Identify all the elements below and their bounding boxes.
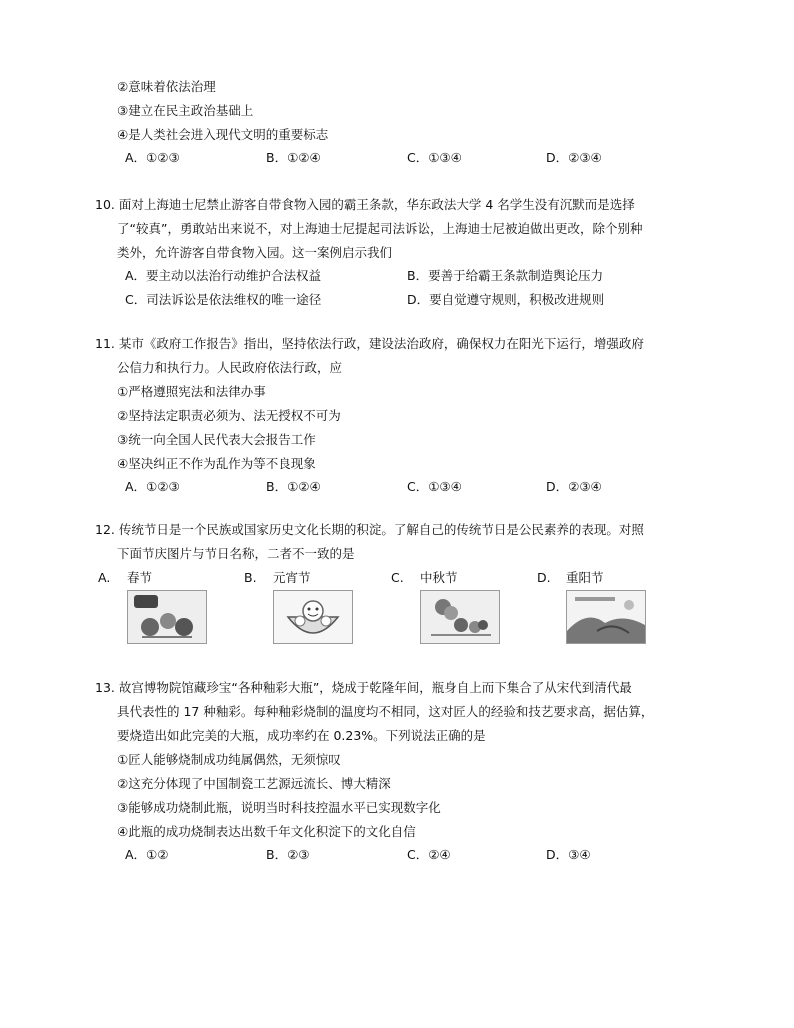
q13-option-a: A．①② [125, 847, 169, 862]
q12-option-b-letter: B. [244, 570, 257, 585]
q12-option-a-letter: A. [98, 570, 111, 585]
q13-stem-line-3: 要烧造出如此完美的大瓶，成功率约在 0.23%。下列说法正确的是 [117, 728, 486, 743]
q11-option-d: D．②③④ [546, 479, 602, 494]
q13-option-c: C．②④ [407, 847, 451, 862]
q11-option-c: C．①③④ [407, 479, 462, 494]
q9-option-d: D．②③④ [546, 150, 602, 165]
q11-stem-line-2: 公信力和执行力。人民政府依法行政，应 [117, 360, 343, 375]
q10-option-b: B．要善于给霸王条款制造舆论压力 [407, 268, 604, 283]
q13-stem-line-1: 13. 故宫博物院馆藏珍宝“各种釉彩大瓶”，烧成于乾隆年间，瓶身自上而下集合了从宋代到清代最 [95, 680, 632, 695]
q9-option-c: C．①③④ [407, 150, 462, 165]
q9-option-a: A．①②③ [125, 150, 180, 165]
q12-stem-line-2: 下面节庆图片与节日名称，二者不一致的是 [117, 546, 355, 561]
q11-item-3: ③统一向全国人民代表大会报告工作 [117, 432, 316, 447]
q13-stem-line-2: 具代表性的 17 种釉彩。每种釉彩烧制的温度均不相同，这对匠人的经验和技艺要求高，据估算， [117, 704, 654, 719]
spring-festival-image [127, 590, 207, 644]
q12-stem-line-1: 12. 传统节日是一个民族或国家历史文化长期的积淀。了解自己的传统节日是公民素养的表现。对照 [95, 522, 644, 537]
double-ninth-festival-image [566, 590, 646, 644]
q11-option-a: A．①②③ [125, 479, 180, 494]
q10-option-a: A．要主动以法治行动维护合法权益 [125, 268, 322, 283]
q11-item-2: ②坚持法定职责必须为、法无授权不可为 [117, 408, 341, 423]
q12-option-b-name: 元宵节 [273, 570, 311, 585]
q11-item-1: ①严格遵照宪法和法律办事 [117, 384, 266, 399]
q13-item-1: ①匠人能够烧制成功纯属偶然，无须惊叹 [117, 752, 341, 767]
q10-stem-line-3: 类外，允许游客自带食物入园。这一案例启示我们 [117, 245, 393, 260]
q11-option-b: B．①②④ [266, 479, 321, 494]
mid-autumn-festival-image [420, 590, 500, 644]
q13-item-4: ④此瓶的成功烧制表达出数千年文化积淀下的文化自信 [117, 824, 416, 839]
q12-option-c-letter: C. [391, 570, 404, 585]
lantern-festival-image [273, 590, 353, 644]
q12-option-c-name: 中秋节 [420, 570, 458, 585]
q12-option-d-letter: D. [537, 570, 551, 585]
q10-stem-line-1: 10. 面对上海迪士尼禁止游客自带食物入园的霸王条款，华东政法大学 4 名学生没有沉默而是选择 [95, 197, 635, 212]
q13-item-2: ②这充分体现了中国制瓷工艺源远流长、博大精深 [117, 776, 391, 791]
q11-item-4: ④坚决纠正不作为乱作为等不良现象 [117, 456, 316, 471]
q9-item-2: ②意味着依法治理 [117, 79, 216, 94]
q12-option-a-name: 春节 [127, 570, 153, 585]
q10-option-d: D．要自觉遵守规则，积极改进规则 [407, 292, 605, 307]
q9-item-3: ③建立在民主政治基础上 [117, 103, 254, 118]
q12-option-d-name: 重阳节 [566, 570, 604, 585]
q13-option-d: D．③④ [546, 847, 591, 862]
q11-stem-line-1: 11. 某市《政府工作报告》指出，坚持依法行政，建设法治政府，确保权力在阳光下运行，增强政府 [95, 336, 644, 351]
q13-item-3: ③能够成功烧制此瓶，说明当时科技控温水平已实现数字化 [117, 800, 441, 815]
q10-stem-line-2: 了“较真”，勇敢站出来说不，对上海迪士尼提起司法诉讼，上海迪士尼被迫做出更改，除个别种 [117, 221, 643, 236]
q13-option-b: B．②③ [266, 847, 310, 862]
q9-item-4: ④是人类社会进入现代文明的重要标志 [117, 127, 329, 142]
q10-option-c: C．司法诉讼是依法维权的唯一途径 [125, 292, 322, 307]
q9-option-b: B．①②④ [266, 150, 321, 165]
